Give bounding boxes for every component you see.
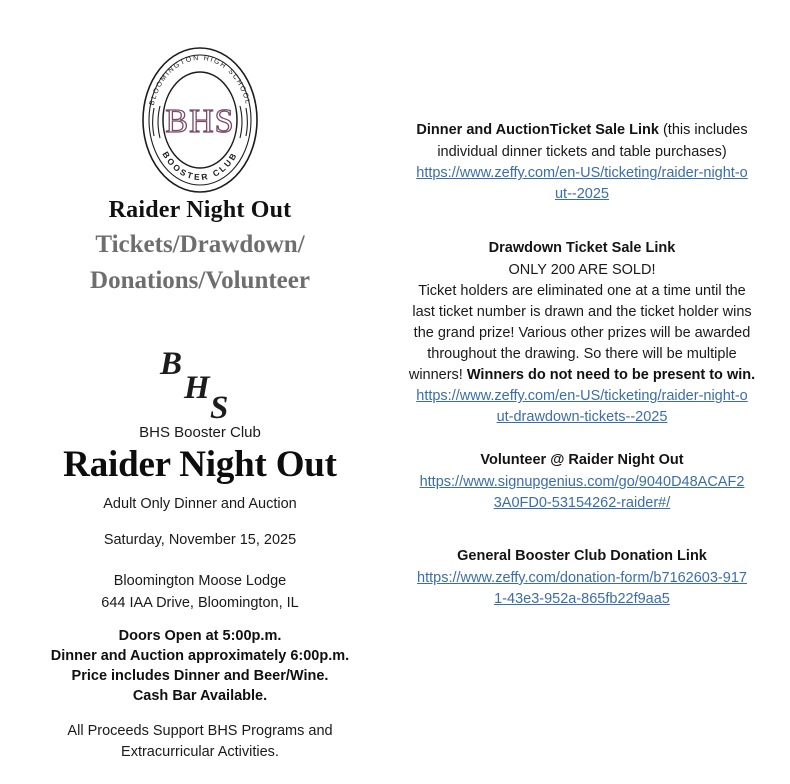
drawdown-ticket-url[interactable]	[406, 386, 758, 428]
bhs-monogram-logo	[152, 344, 248, 422]
seal-bottom-arc-text: BOOSTER CLUB	[160, 149, 240, 183]
url-line-1: https://www.signupgenius.com/go/9040D48ACAF2	[419, 474, 745, 491]
venue-address: 644 IAA Drive, Bloomington, IL	[101, 595, 299, 612]
volunteer-heading	[406, 450, 758, 471]
dinner-auction-heading-regular: (this includes	[658, 122, 748, 138]
flyer-subtitle-line-2: Donations/Volunteer	[90, 267, 310, 295]
monogram-letter-h: H	[184, 370, 210, 406]
event-tagline: Adult Only Dinner and Auction	[103, 496, 297, 512]
drawdown-body-regular: Ticket holders are eliminated one at a time until the last ticket number is drawn and the ticket holder wins the grand prize! Various other prizes will be awarded throughout the drawing. So there will be multiple winners!	[408, 283, 752, 384]
seal-bhs-monogram-text: BHS	[165, 103, 235, 140]
bhs-monogram-icon	[152, 344, 248, 422]
schedule-block	[0, 626, 400, 706]
proceeds-line-1: All Proceeds Support BHS Programs and	[67, 723, 333, 739]
url-line-2: 3A0FD0-53154262-raider#/	[493, 495, 671, 512]
drawdown-heading-bold: Drawdown Ticket Sale Link	[488, 240, 676, 256]
schedule-dinner-auction: Dinner and Auction approximately 6:00p.m.	[50, 648, 350, 664]
proceeds-line-2: Extracurricular Activities.	[121, 744, 279, 761]
url-line-1: https://www.zeffy.com/en-US/ticketing/raider-night-o	[416, 388, 748, 405]
seal-icon	[130, 44, 270, 196]
schedule-price-includes: Price includes Dinner and Beer/Wine.	[71, 668, 329, 684]
proceeds-note	[0, 721, 400, 763]
donation-heading	[406, 546, 758, 567]
dinner-auction-ticket-url[interactable]	[406, 163, 758, 205]
url-line-1: https://www.zeffy.com/en-US/ticketing/raider-night-o	[416, 165, 748, 182]
event-date: Saturday, November 15, 2025	[103, 532, 297, 548]
donation-link-block	[406, 546, 758, 610]
url-line-2: 1-43e3-952a-865fb22f9aa5	[494, 591, 670, 608]
url-line-2: ut-drawdown-tickets--2025	[496, 409, 668, 426]
right-column	[406, 0, 766, 784]
monogram-letter-s: S	[210, 390, 229, 422]
url-line-1: https://www.zeffy.com/donation-form/b7162603-917	[417, 570, 747, 587]
venue-name: Bloomington Moose Lodge	[113, 573, 287, 589]
event-name-heading: Raider Night Out	[63, 444, 337, 485]
drawdown-heading	[406, 238, 758, 259]
flyer-subtitle-line-1: Tickets/Drawdown/	[95, 231, 305, 259]
drawdown-subheading: ONLY 200 ARE SOLD!	[508, 262, 656, 279]
drawdown-link-block	[406, 238, 758, 428]
general-donation-url[interactable]	[406, 568, 758, 610]
schedule-doors-open: Doors Open at 5:00p.m.	[118, 628, 282, 644]
volunteer-signup-url[interactable]	[406, 472, 758, 514]
seal-top-arc-text: BLOOMINGTON HIGH SCHOOL	[148, 54, 252, 107]
dinner-auction-heading-bold: Dinner and AuctionTicket Sale Link	[416, 122, 659, 138]
drawdown-body-bold: Winners do not need to be present to win.	[466, 367, 756, 384]
page-title: Raider Night Out	[108, 197, 292, 223]
organization-name: BHS Booster Club	[139, 424, 261, 441]
drawdown-body	[406, 281, 758, 386]
dinner-auction-link-block	[406, 120, 758, 205]
volunteer-link-block	[406, 450, 758, 514]
venue-block	[0, 570, 400, 614]
flyer-title-block	[0, 196, 400, 297]
volunteer-heading-bold: Volunteer @ Raider Night Out	[480, 452, 684, 468]
donation-heading-bold: General Booster Club Donation Link	[457, 548, 707, 564]
dinner-auction-heading-line-2: individual dinner tickets and table purchases)	[437, 144, 727, 161]
monogram-letter-b: B	[160, 346, 183, 382]
url-line-2: ut--2025	[554, 186, 609, 203]
dinner-auction-heading	[406, 120, 758, 141]
booster-club-seal-logo	[130, 44, 270, 196]
schedule-cash-bar: Cash Bar Available.	[132, 688, 268, 704]
